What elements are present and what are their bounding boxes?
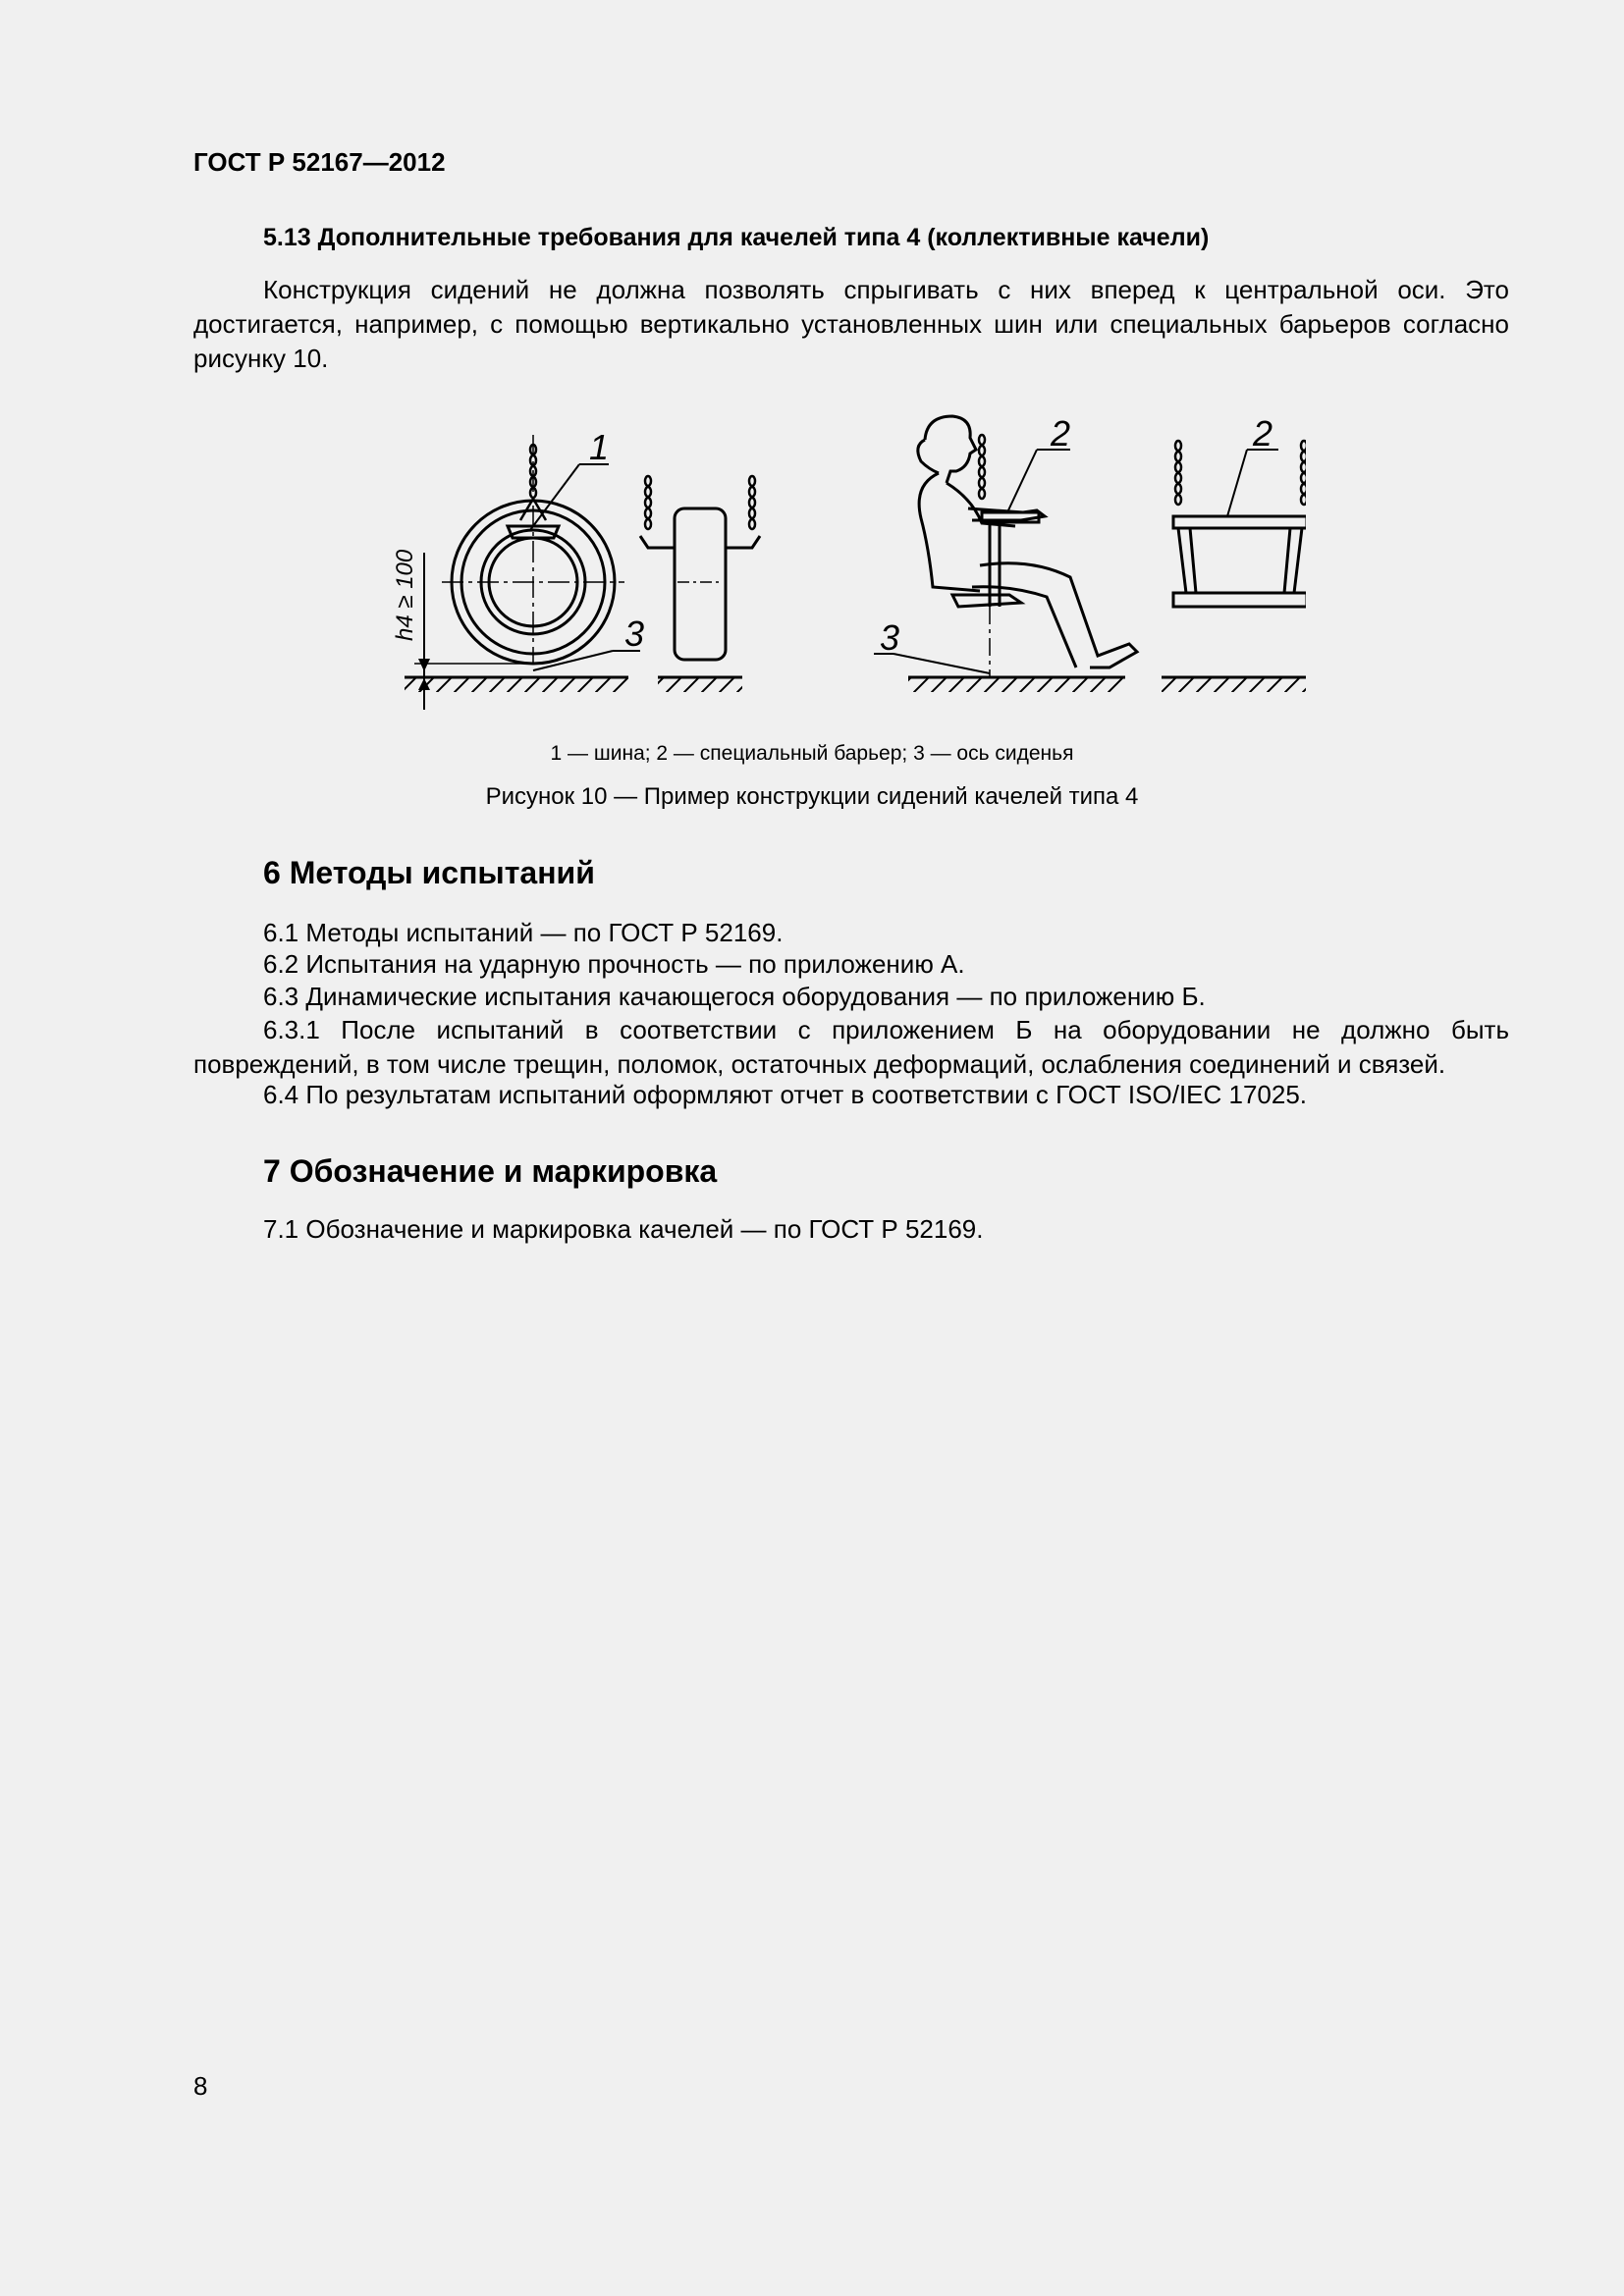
section-6-title: 6 Методы испытаний — [263, 855, 595, 890]
document-header: ГОСТ Р 52167—2012 — [193, 147, 446, 177]
callout-2-seat: 2 — [1253, 413, 1273, 454]
section-7-title: 7 Обозначение и маркировка — [263, 1153, 718, 1189]
section-5-13-title: 5.13 Дополнительные требования для качелей типа 4 (коллективные качели) — [263, 224, 1210, 251]
tire-swing-side-view — [640, 476, 760, 692]
callout-3-tire: 3 — [624, 614, 645, 654]
section-6-item-1: 6.1 Методы испытаний — по ГОСТ Р 52169. — [263, 918, 784, 947]
section-6-item-5: 6.4 По результатам испытаний оформляют отчет в соответствии с ГОСТ ISO/IEC 17025. — [263, 1080, 1308, 1109]
callout-3-figure: 3 — [880, 617, 900, 658]
seated-figure-with-barrier — [874, 416, 1137, 692]
figure-caption: Рисунок 10 — Пример конструкции сидений качелей типа 4 — [485, 783, 1139, 810]
dimension-label: h4 ≥ 100 — [392, 549, 418, 641]
section-5-13-paragraph: Конструкция сидений не должна позволять спрыгивать с них вперед к центральной оси. Это достигается, например, с помощью вертикально установленных шин или специальных барьеров согласно рисунку 10. — [193, 275, 1509, 373]
callout-2-figure: 2 — [1051, 413, 1071, 454]
section-6-item-4: 6.3.1 После испытаний в соответствии с приложением Б на оборудовании не должно быть повреждений, в том числе трещин, поломок, остаточных деформаций, ослабления соединений и связей. — [193, 1015, 1509, 1079]
figure-10-drawing — [383, 410, 1306, 724]
section-6-item-2: 6.2 Испытания на ударную прочность — по приложению А. — [263, 949, 965, 979]
section-7-item-1: 7.1 Обозначение и маркировка качелей — по ГОСТ Р 52169. — [263, 1214, 984, 1244]
section-6-item-3: 6.3 Динамические испытания качающегося оборудования — по приложению Б. — [263, 982, 1206, 1011]
tire-swing-front-view — [405, 435, 640, 710]
page-number: 8 — [193, 2071, 208, 2101]
callout-1: 1 — [589, 427, 610, 467]
figure-legend: 1 — шина; 2 — специальный барьер; 3 — ось сиденья — [550, 742, 1074, 765]
seat-with-barrier-front-view — [1162, 441, 1306, 692]
